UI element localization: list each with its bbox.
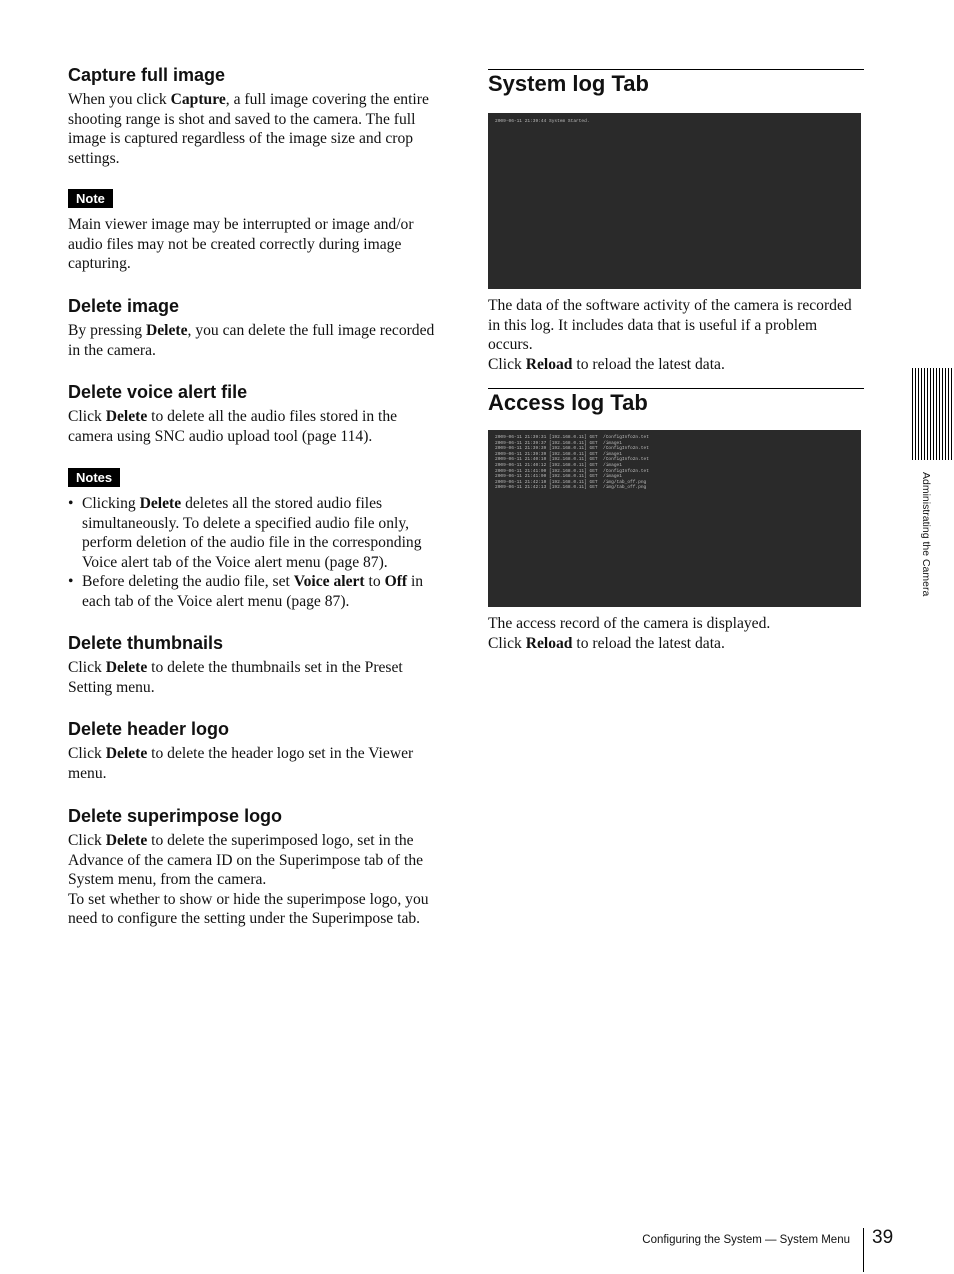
sidebar-section-label: Administrating the Camera <box>920 472 932 597</box>
delete-voice-description: Click Delete to delete all the audio files stored in the camera using SNC audio upload tool (page 114). <box>68 408 398 445</box>
note-text: Main viewer image may be interrupted or image and/or audio files may not be created correctly during image capturing. <box>68 216 414 272</box>
access-log-description: The access record of the camera is displayed. Click Reload to reload the latest data. <box>488 615 771 652</box>
delete-superimpose-description: Click Delete to delete the superimposed logo, set in the Advance of the camera ID on the Superimpose tab of the System menu, from the camera. To set whether to show or hide the superimpose logo, you need to configure the setting under the Superimpose tab. <box>68 832 429 927</box>
system-log-description: The data of the software activity of the camera is recorded in this log. It includes data that is useful if a problem occurs. Click Reload to reload the latest data. <box>488 297 852 373</box>
heading-delete-thumbnails: Delete thumbnails <box>68 633 224 653</box>
emphasis-term: Reload <box>525 634 573 652</box>
heading-system-log-tab: System log Tab <box>488 69 864 97</box>
heading-delete-header-logo: Delete header logo <box>68 719 230 739</box>
heading-capture-full-image: Capture full image <box>68 65 226 85</box>
system-log-lines <box>488 113 861 131</box>
emphasis-term: Delete <box>105 659 148 676</box>
notes-list <box>68 494 442 611</box>
log-line: 2009-06-11 21:39:39 [192.168.0.11] GET /ConfigInfo2n.tet <box>495 446 649 452</box>
log-line: 2009-06-11 21:39:44 System Started. <box>495 119 590 124</box>
emphasis-term: Reload <box>525 355 573 373</box>
heading-access-log-tab: Access log Tab <box>488 388 864 416</box>
emphasis-term: Delete <box>105 745 148 762</box>
log-line: 2009-06-11 21:42:13 [192.168.0.11] GET /img/tab_off.png <box>495 485 647 491</box>
notes-item: • Clicking Delete deletes all the stored audio files simultaneously. To delete a specified audio file only, perform deletion of the audio file in the corresponding Voice alert tab of the Voice alert menu (page 87). <box>68 495 422 571</box>
note-label: Note <box>68 189 113 208</box>
footer-divider <box>863 1228 864 1272</box>
log-line: 2009-06-11 21:41:00 [192.168.0.11] GET /ConfigInfo2n.tet <box>495 468 649 474</box>
emphasis-term: Delete <box>139 495 182 512</box>
emphasis-term: Delete <box>105 408 148 425</box>
heading-delete-voice-alert-file: Delete voice alert file <box>68 382 248 402</box>
log-line: 2009-06-11 21:39:37 [192.168.0.11] GET /image1 <box>495 440 622 446</box>
heading-delete-superimpose-logo: Delete superimpose logo <box>68 806 283 826</box>
notes-item: • Before deleting the audio file, set Voice alert to Off in each tab of the Voice alert menu (page 87). <box>68 573 424 610</box>
capture-description: When you click Capture, a full image covering the entire shooting range is shot and saved to the camera. The full image is captured regardless of the image size and crop settings. <box>68 91 429 167</box>
delete-header-logo-description: Click Delete to delete the header logo set in the Viewer menu. <box>68 745 414 782</box>
emphasis-term: Voice alert <box>293 573 365 590</box>
log-line: 2009-06-11 21:42:10 [192.168.0.11] GET /img/tab_off.png <box>495 479 647 485</box>
emphasis-term: Off <box>384 573 408 590</box>
sidebar-stripe-block <box>912 368 954 460</box>
log-line: 2009-06-11 21:39:39 [192.168.0.11] GET /image1 <box>495 451 622 457</box>
emphasis-term: Delete <box>145 322 188 339</box>
access-log-lines <box>488 430 861 496</box>
delete-thumbnails-description: Click Delete to delete the thumbnails set in the Preset Setting menu. <box>68 659 403 696</box>
access-log-panel <box>488 430 861 607</box>
notes-label: Notes <box>68 468 120 487</box>
heading-delete-image: Delete image <box>68 296 180 316</box>
delete-image-description: By pressing Delete, you can delete the full image recorded in the camera. <box>68 322 435 359</box>
log-line: 2009-06-11 21:39:31 [192.168.0.11] GET /ConfigInfo2n.tet <box>495 435 649 440</box>
log-line: 2009-06-11 21:40:10 [192.168.0.11] GET /ConfigInfo2n.tet <box>495 457 649 463</box>
log-line: 2009-06-11 21:40:12 [192.168.0.11] GET /image1 <box>495 462 622 468</box>
footer-chapter-title: Configuring the System — System Menu <box>642 1234 850 1246</box>
page-number: 39 <box>872 1227 894 1248</box>
log-line: 2009-06-11 21:41:00 [192.168.0.11] GET /image1 <box>495 474 622 480</box>
system-log-panel <box>488 113 861 289</box>
emphasis-term: Delete <box>105 832 148 849</box>
emphasis-term: Capture <box>170 91 226 108</box>
